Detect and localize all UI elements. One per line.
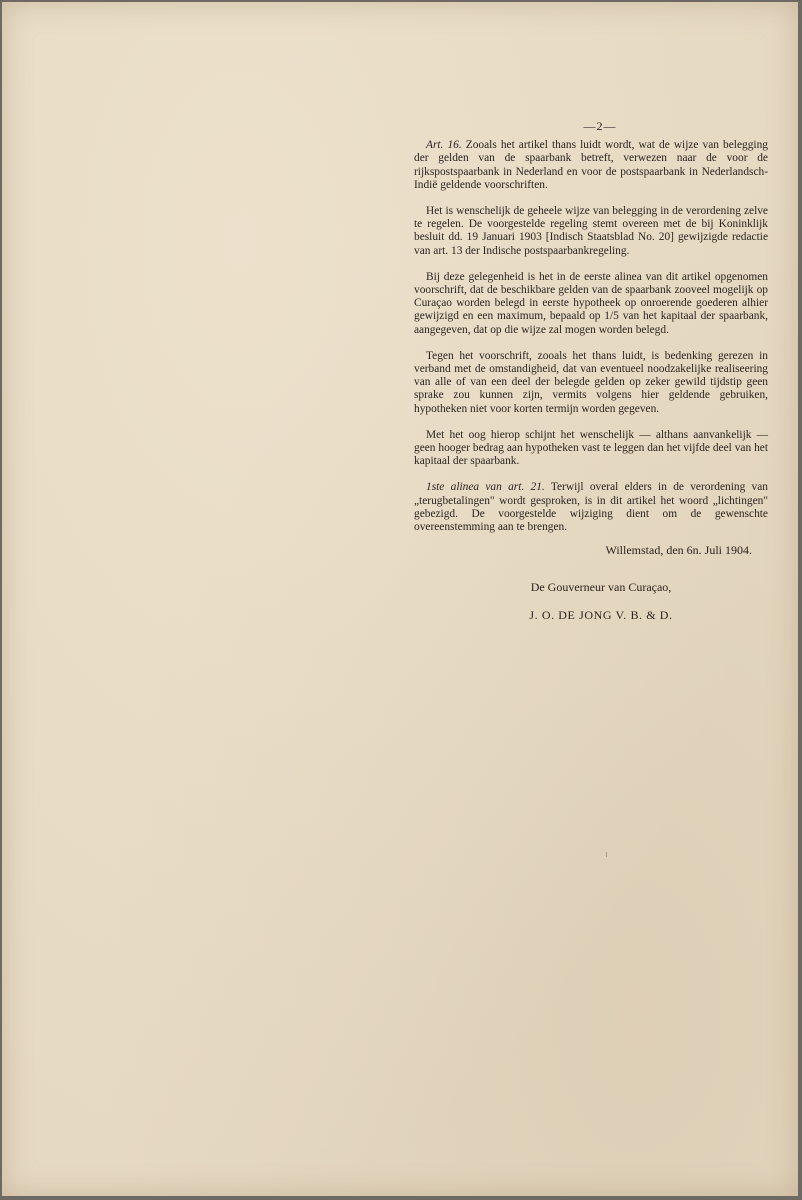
article-reference: Art. 16.: [426, 139, 462, 152]
signature-name: J. O. DE JONG V. B. & D.: [529, 607, 673, 622]
paragraph-text: Terwijl overal elders in de verordening van „terugbetalingen" wordt gesproken, is in dit artikel het woord „lichtingen" gebezigd. De voorgestelde wijziging dient om de gewenschte overeenstemming aan te brengen.: [414, 481, 768, 534]
text-column: [414, 120, 768, 622]
article-reference: 1ste alinea van art. 21.: [426, 481, 545, 494]
place-date: Willemstad, den 6n. Juli 1904.: [605, 543, 752, 558]
paragraph-text: Zooals het artikel thans luidt wordt, wat de wijze van belegging der gelden van de spaarbank betreft, verwezen naar de voor de rijkspostspaarbank in Nederland en voor de postspaarbank in Nederlandsch-Indië geldende voorschriften.: [414, 139, 768, 191]
paper-speck: [606, 852, 607, 857]
page-number: —2—: [583, 119, 617, 133]
paragraph-bedenking: Tegen het voorschrift, zooals het thans luidt, is bedenking gerezen in verband met de omstandigheid, dat van eventueel noodzakelijke realiseering van alle of van een deel der belegde gelden op zeker gewild tijdstip geen sprake zou kunnen zijn, vermits volgens hier geldende gebruiken, hypotheken niet voor korten termijn worden gegeven.: [414, 349, 768, 415]
paragraph-art-16: [414, 139, 768, 192]
document-page: [2, 2, 798, 1196]
signature-title: De Gouverneur van Curaçao,: [530, 580, 672, 595]
paragraph-hypotheken: Met het oog hierop schijnt het wenschelijk — althans aanvankelijk — geen hooger bedrag aan hypotheken vast te leggen dan het vijfde deel van het kapitaal der spaarbank.: [414, 428, 768, 468]
paragraph-gelegenheid: Bij deze gelegenheid is het in de eerste alinea van dit artikel opgenomen voorschrift, dat de beschikbare gelden van de spaarbank zooveel mogelijk op Curaçao worden belegd in eerste hypotheek op onroerende goederen alhier gewijzigd en een maximum, bepaald op 1/5 van het kapitaal der spaarbank, aangegeven, dat op die wijze zal mogen worden belegd.: [414, 270, 768, 336]
paragraph-art-21: [414, 481, 768, 534]
paragraph-belegging: Het is wenschelijk de geheele wijze van belegging in de verordening zelve te regelen. De voorgestelde regeling stemt overeen met de bij Koninklijk besluit dd. 19 Januari 1903 [Indisch Staatsblad No. 20] gewijzigde redactie van art. 13 der Indische postspaarbankregeling.: [414, 205, 768, 257]
